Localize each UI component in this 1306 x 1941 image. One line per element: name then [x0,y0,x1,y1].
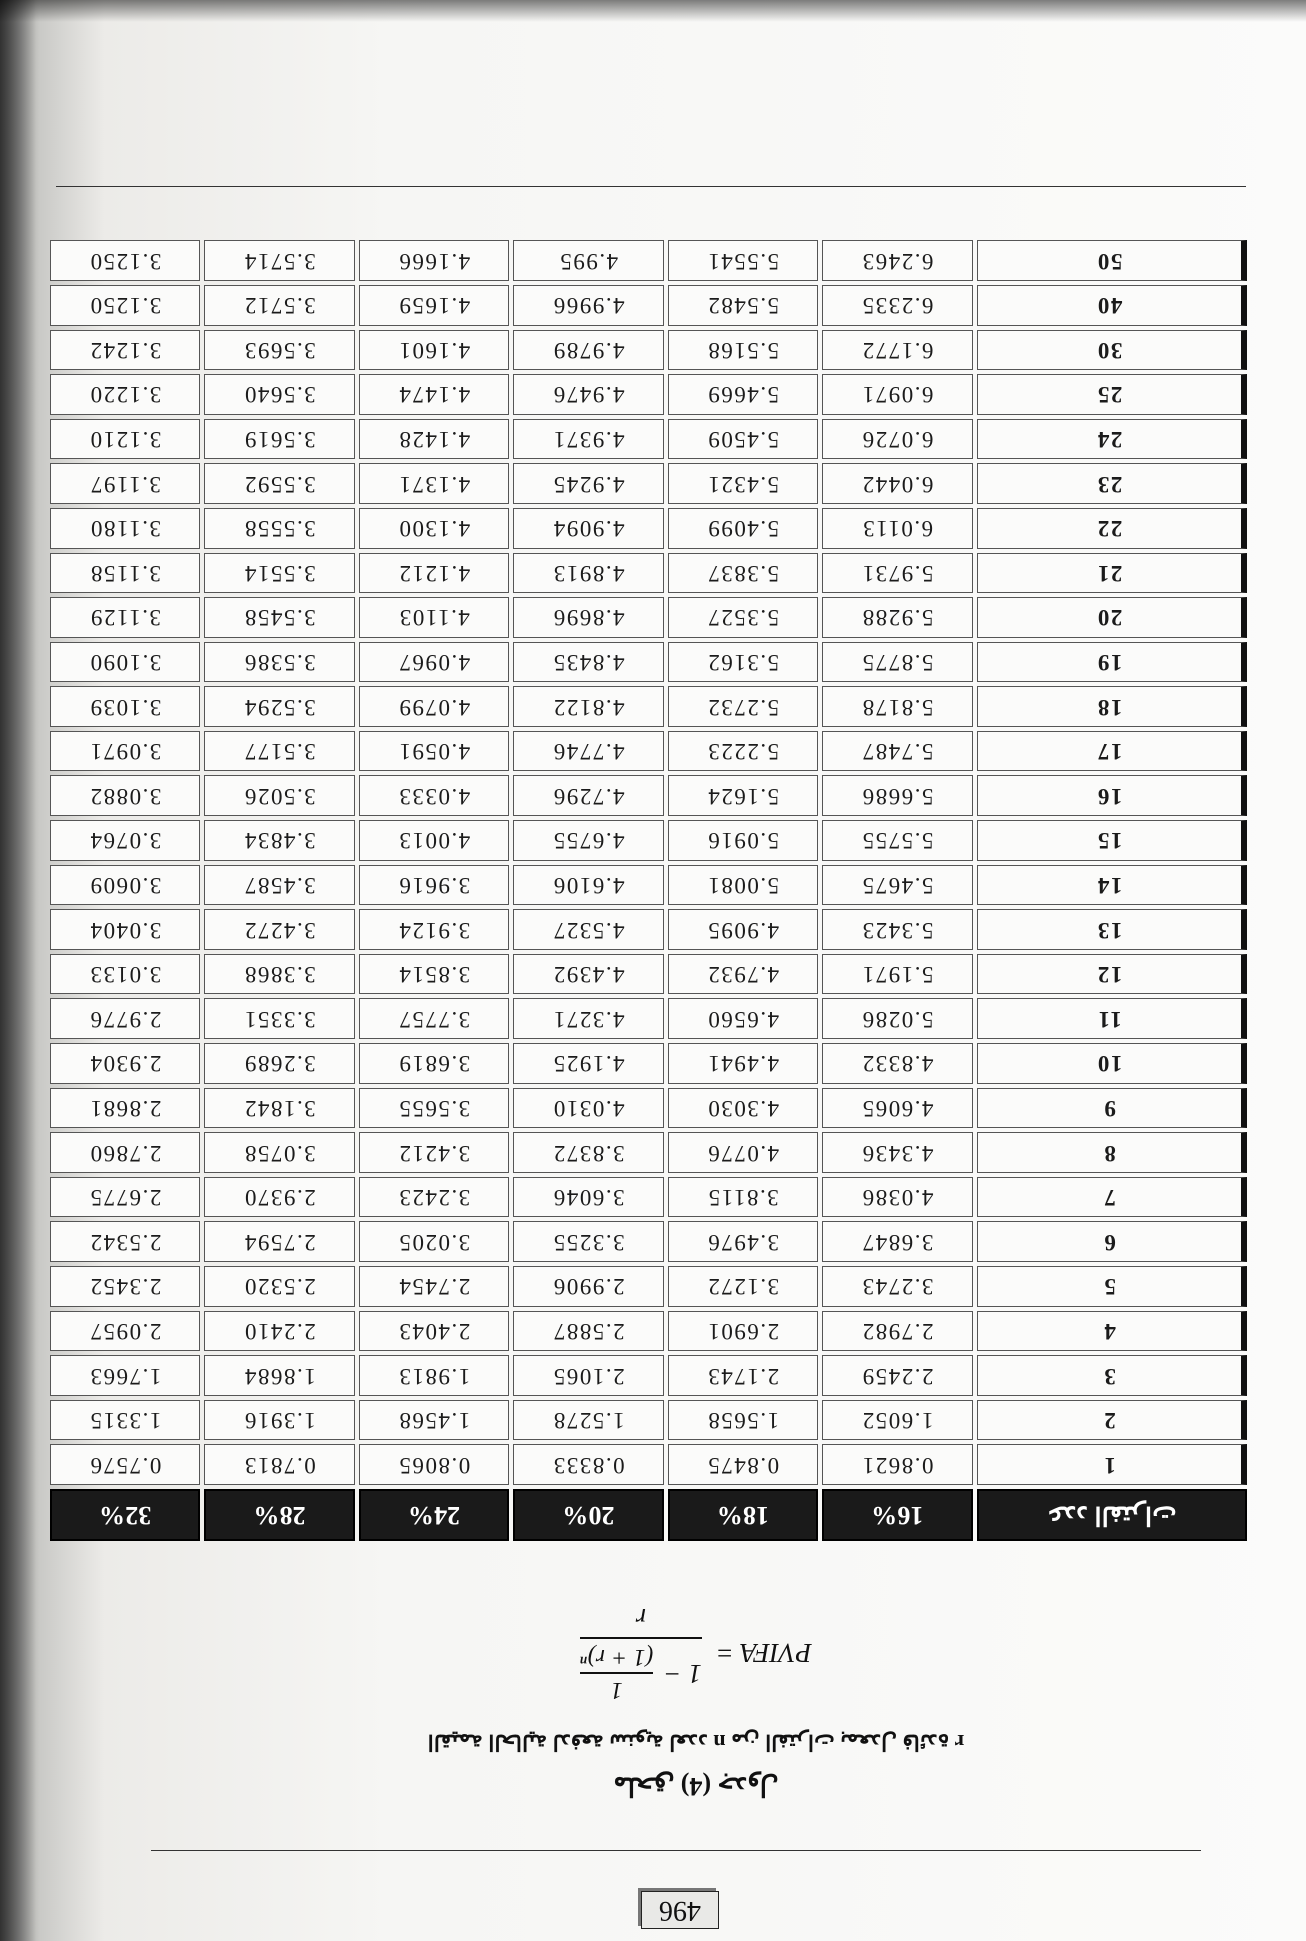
value-cell: 6.0442 [822,463,972,504]
value-cell: 2.9370 [204,1177,354,1218]
value-cell: 3.0205 [359,1221,509,1262]
value-cell: 1.6052 [822,1400,972,1441]
period-cell: 19 [977,642,1247,683]
value-cell: 4.9095 [668,909,818,950]
value-cell: 4.0591 [359,731,509,772]
table-row [50,1132,1247,1173]
value-cell: 3.3255 [513,1221,663,1262]
table-row [50,686,1247,727]
value-cell: 4.9371 [513,419,663,460]
value-cell: 3.0764 [50,820,200,861]
value-cell: 3.4834 [204,820,354,861]
value-cell: 6.2463 [822,240,972,281]
table-subtitle: القيمة الحالية لدفعة سنوية لعدد n من الفترات بمعدل فائدة r [427,1730,965,1755]
value-cell: 3.6046 [513,1177,663,1218]
value-cell: 4.9789 [513,330,663,371]
column-header: 16% [822,1489,972,1541]
value-cell: 4.1474 [359,374,509,415]
period-cell: 11 [977,998,1247,1039]
table-body [50,240,1247,1485]
value-cell: 3.0882 [50,776,200,817]
value-cell: 3.2689 [204,1043,354,1084]
value-cell: 4.4941 [668,1043,818,1084]
value-cell: 5.2223 [668,731,818,772]
value-cell: 3.1129 [50,597,200,638]
value-cell: 2.7594 [204,1221,354,1262]
inner-fraction-bar [580,1673,653,1675]
value-cell: 3.0404 [50,909,200,950]
table-header-row [50,1489,1247,1541]
value-cell: 3.1197 [50,463,200,504]
value-cell: 6.0726 [822,419,972,460]
value-cell: 4.0386 [822,1177,972,1218]
table-row [50,776,1247,817]
value-cell: 3.3868 [204,954,354,995]
value-cell: 4.0013 [359,820,509,861]
value-cell: 3.5514 [204,553,354,594]
value-cell: 3.5619 [204,419,354,460]
value-cell: 1.8684 [204,1355,354,1396]
column-header: 32% [50,1489,200,1541]
formula-inner-denominator: (1 + r)ⁿ [580,1644,654,1671]
value-cell: 2.7454 [359,1266,509,1307]
value-cell: 3.1090 [50,642,200,683]
value-cell: 3.6819 [359,1043,509,1084]
table-row [50,463,1247,504]
formula-fraction [580,1603,702,1704]
value-cell: 3.2423 [359,1177,509,1218]
period-cell: 6 [977,1221,1247,1262]
appendix-title: ملحق (4) جدول [613,1772,779,1801]
table-row [50,731,1247,772]
value-cell: 3.5386 [204,642,354,683]
value-cell: 5.8775 [822,642,972,683]
period-cell: 18 [977,686,1247,727]
value-cell: 3.9616 [359,865,509,906]
formula-numerator [580,1644,702,1704]
page-edge-shadow [0,0,1306,22]
table-row [50,954,1247,995]
value-cell: 3.5177 [204,731,354,772]
column-header: 18% [668,1489,818,1541]
value-cell: 2.5320 [204,1266,354,1307]
book-spine-shadow [0,0,36,1941]
value-cell: 3.5026 [204,776,354,817]
column-header: 24% [359,1489,509,1541]
value-cell: 4.0967 [359,642,509,683]
value-cell: 5.4675 [822,865,972,906]
value-cell: 3.4587 [204,865,354,906]
value-cell: 4.1300 [359,508,509,549]
value-cell: 4.0310 [513,1088,663,1129]
value-cell: 3.4976 [668,1221,818,1262]
period-cell: 17 [977,731,1247,772]
table-row [50,1266,1247,1307]
value-cell: 3.5458 [204,597,354,638]
value-cell: 4.8696 [513,597,663,638]
table-row [50,909,1247,950]
value-cell: 4.1212 [359,553,509,594]
value-cell: 3.8372 [513,1132,663,1173]
value-cell: 5.3162 [668,642,818,683]
value-cell: 5.0286 [822,998,972,1039]
value-cell: 2.8681 [50,1088,200,1129]
value-cell: 5.4509 [668,419,818,460]
value-cell: 2.7982 [822,1311,972,1352]
value-cell: 5.1624 [668,776,818,817]
value-cell: 5.5482 [668,285,818,326]
value-cell: 4.8122 [513,686,663,727]
value-cell: 1.5658 [668,1400,818,1441]
period-cell: 5 [977,1266,1247,1307]
value-cell: 2.2459 [822,1355,972,1396]
value-cell: 4.3271 [513,998,663,1039]
value-cell: 5.4321 [668,463,818,504]
value-cell: 0.8475 [668,1444,818,1485]
period-cell: 10 [977,1043,1247,1084]
value-cell: 4.6106 [513,865,663,906]
value-cell: 4.9966 [513,285,663,326]
formula-minus: 1 − [663,1658,702,1689]
value-cell: 5.6686 [822,776,972,817]
table-row [50,1088,1247,1129]
value-cell: 3.0609 [50,865,200,906]
value-cell: 2.6901 [668,1311,818,1352]
value-cell: 3.1272 [668,1266,818,1307]
period-cell: 1 [977,1444,1247,1485]
period-cell: 8 [977,1132,1247,1173]
value-cell: 4.9245 [513,463,663,504]
value-cell: 0.7813 [204,1444,354,1485]
value-cell: 0.7576 [50,1444,200,1485]
value-cell: 5.3527 [668,597,818,638]
value-cell: 1.5278 [513,1400,663,1441]
value-cell: 5.7487 [822,731,972,772]
value-cell: 6.0113 [822,508,972,549]
table-row [50,1043,1247,1084]
value-cell: 1.4568 [359,1400,509,1441]
value-cell: 3.4272 [204,909,354,950]
period-cell: 20 [977,597,1247,638]
value-cell: 1.9813 [359,1355,509,1396]
value-cell: 3.5712 [204,285,354,326]
value-cell: 4.6755 [513,820,663,861]
value-cell: 3.4212 [359,1132,509,1173]
value-cell: 5.4099 [668,508,818,549]
value-cell: 4.9094 [513,508,663,549]
value-cell: 2.5887 [513,1311,663,1352]
value-cell: 1.7663 [50,1355,200,1396]
value-cell: 5.9731 [822,553,972,594]
value-cell: 3.0133 [50,954,200,995]
value-cell: 3.1220 [50,374,200,415]
value-cell: 4.0799 [359,686,509,727]
value-cell: 3.5294 [204,686,354,727]
value-cell: 5.9288 [822,597,972,638]
period-cell: 12 [977,954,1247,995]
value-cell: 3.1250 [50,285,200,326]
formula-inner-numerator: 1 [610,1677,623,1703]
value-cell: 3.1250 [50,240,200,281]
value-cell: 3.5592 [204,463,354,504]
value-cell: 4.5327 [513,909,663,950]
value-cell: 2.9304 [50,1043,200,1084]
value-cell: 2.3452 [50,1266,200,1307]
value-cell: 4.1371 [359,463,509,504]
value-cell: 4.4392 [513,954,663,995]
period-cell: 22 [977,508,1247,549]
period-cell: 24 [977,419,1247,460]
value-cell: 4.7746 [513,731,663,772]
value-cell: 4.8332 [822,1043,972,1084]
value-cell: 4.1103 [359,597,509,638]
value-cell: 4.995 [513,240,663,281]
value-cell: 4.6560 [668,998,818,1039]
pvifa-formula [316,1603,1076,1704]
value-cell: 5.3423 [822,909,972,950]
table-row [50,642,1247,683]
table-row [50,1311,1247,1352]
value-cell: 2.7860 [50,1132,200,1173]
value-cell: 5.0916 [668,820,818,861]
period-cell: 25 [977,374,1247,415]
value-cell: 3.5558 [204,508,354,549]
fraction-bar [580,1638,702,1640]
value-cell: 3.3351 [204,998,354,1039]
value-cell: 3.5714 [204,240,354,281]
value-cell: 4.7296 [513,776,663,817]
value-cell: 6.2335 [822,285,972,326]
value-cell: 4.0333 [359,776,509,817]
period-cell: 7 [977,1177,1247,1218]
period-cell: 2 [977,1400,1247,1441]
value-cell: 2.1065 [513,1355,663,1396]
value-cell: 5.5541 [668,240,818,281]
value-cell: 2.0957 [50,1311,200,1352]
value-cell: 4.1601 [359,330,509,371]
value-cell: 1.3916 [204,1400,354,1441]
pvifa-table [46,236,1251,1545]
value-cell: 3.1180 [50,508,200,549]
table-row [50,1355,1247,1396]
header-rule [151,1850,1201,1851]
value-cell: 3.8115 [668,1177,818,1218]
value-cell: 2.6775 [50,1177,200,1218]
value-cell: 5.5168 [668,330,818,371]
value-cell: 4.1428 [359,419,509,460]
table-row [50,508,1247,549]
value-cell: 4.8913 [513,553,663,594]
value-cell: 2.9906 [513,1266,663,1307]
formula-lhs: PVIFA = [715,1638,812,1669]
period-cell: 23 [977,463,1247,504]
value-cell: 4.1666 [359,240,509,281]
pvifa-table-wrap [46,236,1251,1545]
table-row [50,597,1247,638]
value-cell: 3.8514 [359,954,509,995]
period-cell: 3 [977,1355,1247,1396]
period-cell: 13 [977,909,1247,950]
value-cell: 3.1210 [50,419,200,460]
value-cell: 4.0776 [668,1132,818,1173]
value-cell: 0.8333 [513,1444,663,1485]
value-cell: 2.9776 [50,998,200,1039]
footer-rule [56,186,1246,187]
value-cell: 3.2743 [822,1266,972,1307]
value-cell: 5.5755 [822,820,972,861]
value-cell: 3.9124 [359,909,509,950]
period-cell: 14 [977,865,1247,906]
column-header: 20% [513,1489,663,1541]
value-cell: 3.1039 [50,686,200,727]
value-cell: 4.8435 [513,642,663,683]
value-cell: 3.5655 [359,1088,509,1129]
table-row [50,865,1247,906]
value-cell: 1.3315 [50,1400,200,1441]
value-cell: 3.1842 [204,1088,354,1129]
value-cell: 3.1242 [50,330,200,371]
period-cell: 4 [977,1311,1247,1352]
title-block [316,1603,1076,1802]
table-row [50,553,1247,594]
value-cell: 3.5640 [204,374,354,415]
table-row [50,998,1247,1039]
period-cell: 40 [977,285,1247,326]
value-cell: 4.3436 [822,1132,972,1173]
table-row [50,1400,1247,1441]
value-cell: 6.0971 [822,374,972,415]
value-cell: 4.7932 [668,954,818,995]
value-cell: 2.5342 [50,1221,200,1262]
value-cell: 6.1772 [822,330,972,371]
table-row [50,285,1247,326]
value-cell: 4.3030 [668,1088,818,1129]
column-header: 28% [204,1489,354,1541]
value-cell: 3.5693 [204,330,354,371]
value-cell: 4.1659 [359,285,509,326]
page-number: 496 [641,1891,719,1929]
formula-denominator: r [635,1603,647,1634]
column-header: عدد الفترات [977,1489,1247,1541]
value-cell: 5.3837 [668,553,818,594]
table-row [50,820,1247,861]
value-cell: 5.8178 [822,686,972,727]
period-cell: 21 [977,553,1247,594]
value-cell: 4.9476 [513,374,663,415]
value-cell: 5.0081 [668,865,818,906]
value-cell: 3.6847 [822,1221,972,1262]
value-cell: 3.0758 [204,1132,354,1173]
value-cell: 2.4043 [359,1311,509,1352]
period-cell: 30 [977,330,1247,371]
value-cell: 5.4669 [668,374,818,415]
period-cell: 15 [977,820,1247,861]
value-cell: 4.1925 [513,1043,663,1084]
period-cell: 50 [977,240,1247,281]
value-cell: 0.8621 [822,1444,972,1485]
period-cell: 16 [977,776,1247,817]
value-cell: 3.0971 [50,731,200,772]
table-row [50,419,1247,460]
value-cell: 0.8065 [359,1444,509,1485]
table-row [50,1221,1247,1262]
table-row [50,240,1247,281]
value-cell: 5.1971 [822,954,972,995]
value-cell: 5.2732 [668,686,818,727]
value-cell: 4.6065 [822,1088,972,1129]
value-cell: 2.2410 [204,1311,354,1352]
value-cell: 3.7757 [359,998,509,1039]
period-cell: 9 [977,1088,1247,1129]
table-row [50,1177,1247,1218]
table-row [50,1444,1247,1485]
table-row [50,330,1247,371]
table-row [50,374,1247,415]
value-cell: 2.1743 [668,1355,818,1396]
formula-inner-fraction [580,1644,653,1704]
value-cell: 3.1158 [50,553,200,594]
